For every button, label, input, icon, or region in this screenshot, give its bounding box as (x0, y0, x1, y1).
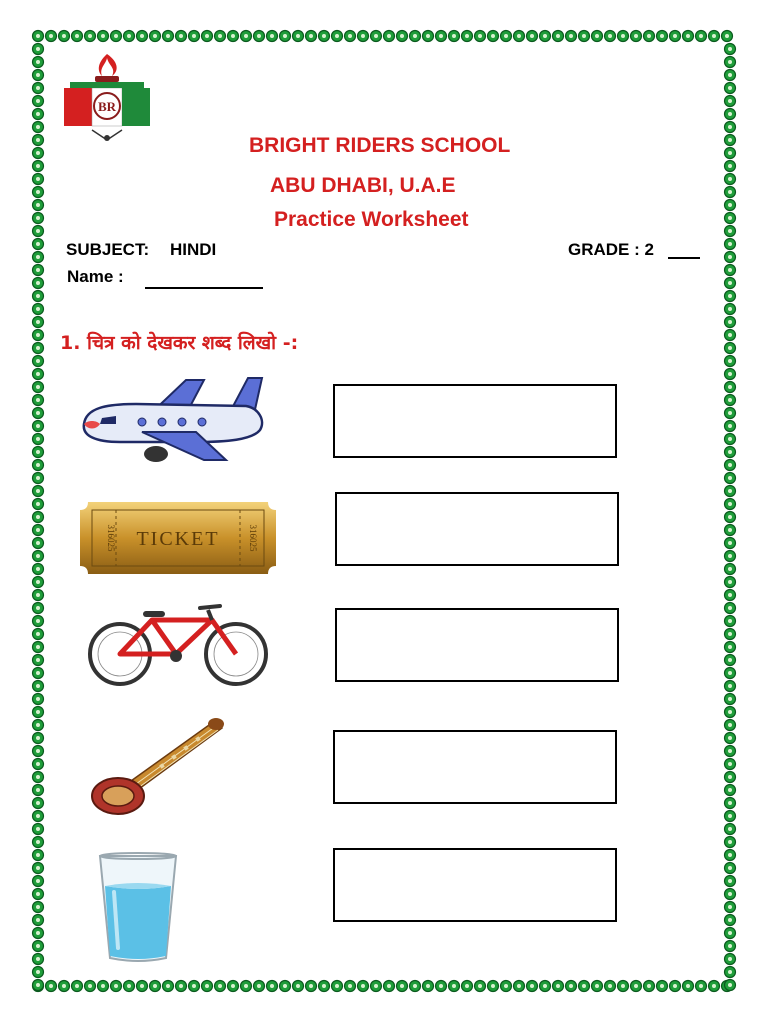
answer-box-3[interactable] (335, 608, 619, 682)
grade-label: GRADE : 2 (568, 240, 654, 259)
name-label: Name : (67, 267, 124, 286)
glass-of-water-icon (96, 852, 180, 964)
ticket-label: TICKET (136, 528, 220, 550)
subject-label: SUBJECT: (66, 240, 150, 259)
ticket-code-left: 316025 (106, 524, 116, 552)
sitar-icon (88, 712, 228, 818)
bicycle-icon (86, 602, 272, 688)
answer-box-1[interactable] (333, 384, 617, 458)
answer-box-5[interactable] (333, 848, 617, 922)
question-heading: 1. चित्र को देखकर शब्द लिखो -: (60, 332, 299, 354)
airplane-icon (76, 370, 268, 466)
ticket-code-right: 316025 (248, 524, 258, 552)
answer-box-2[interactable] (335, 492, 619, 566)
school-city: ABU DHABI, U.A.E (270, 174, 456, 197)
name-blank-line[interactable] (145, 287, 263, 289)
worksheet-title: Practice Worksheet (274, 208, 469, 231)
school-logo (62, 52, 152, 144)
school-name: BRIGHT RIDERS SCHOOL (249, 134, 511, 157)
logo-initials: BR (97, 99, 117, 114)
grade-underline (668, 257, 700, 259)
answer-box-4[interactable] (333, 730, 617, 804)
subject-value: HINDI (170, 240, 217, 259)
ticket-icon (80, 502, 276, 574)
